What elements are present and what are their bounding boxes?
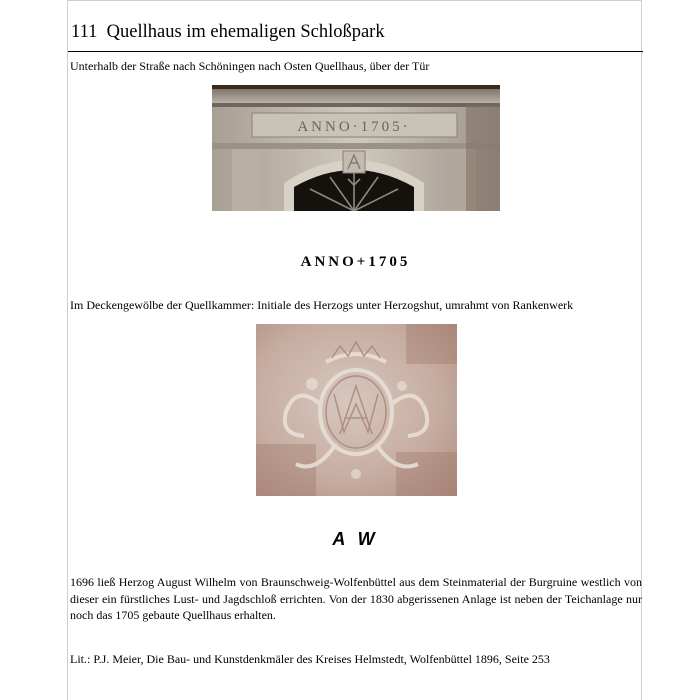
document-page — [67, 0, 642, 700]
monogram-initials: A W — [332, 529, 379, 549]
page-title — [71, 22, 385, 43]
literature-reference: Lit.: P.J. Meier, Die Bau- und Kunstdenkmäler des Kreises Helmstedt, Wolfenbüttel 1896, Seite 253 — [70, 652, 550, 666]
door-lintel-photo — [212, 85, 500, 211]
entry-title: Quellhaus im ehemaligen Schloßpark — [106, 22, 385, 42]
history-paragraph: 1696 ließ Herzog August Wilhelm von Braunschweig-Wolfenbüttel aus dem Steinmaterial der Burgruine westlich von dieser ein fürstliches Lust- und Jagdschloß errichten. Von der 1830 abgerissenen Anlage ist neben der Teichanlage nur noch das 1705 gebaute Quellhaus erhalten. — [70, 575, 642, 622]
title-underline — [68, 51, 643, 52]
inscription-transcription: ANNO+1705 — [300, 254, 411, 270]
vault-caption: Im Deckengewölbe der Quellkammer: Initiale des Herzogs unter Herzogshut, umrahmt von Rankenwerk — [70, 298, 574, 312]
intro-text: Unterhalb der Straße nach Schöningen nach Osten Quellhaus, über der Tür — [70, 59, 430, 73]
carved-inscription: ANNO·1705· — [297, 119, 411, 135]
entry-number: 111 — [71, 22, 98, 42]
monogram-photo — [256, 324, 457, 496]
